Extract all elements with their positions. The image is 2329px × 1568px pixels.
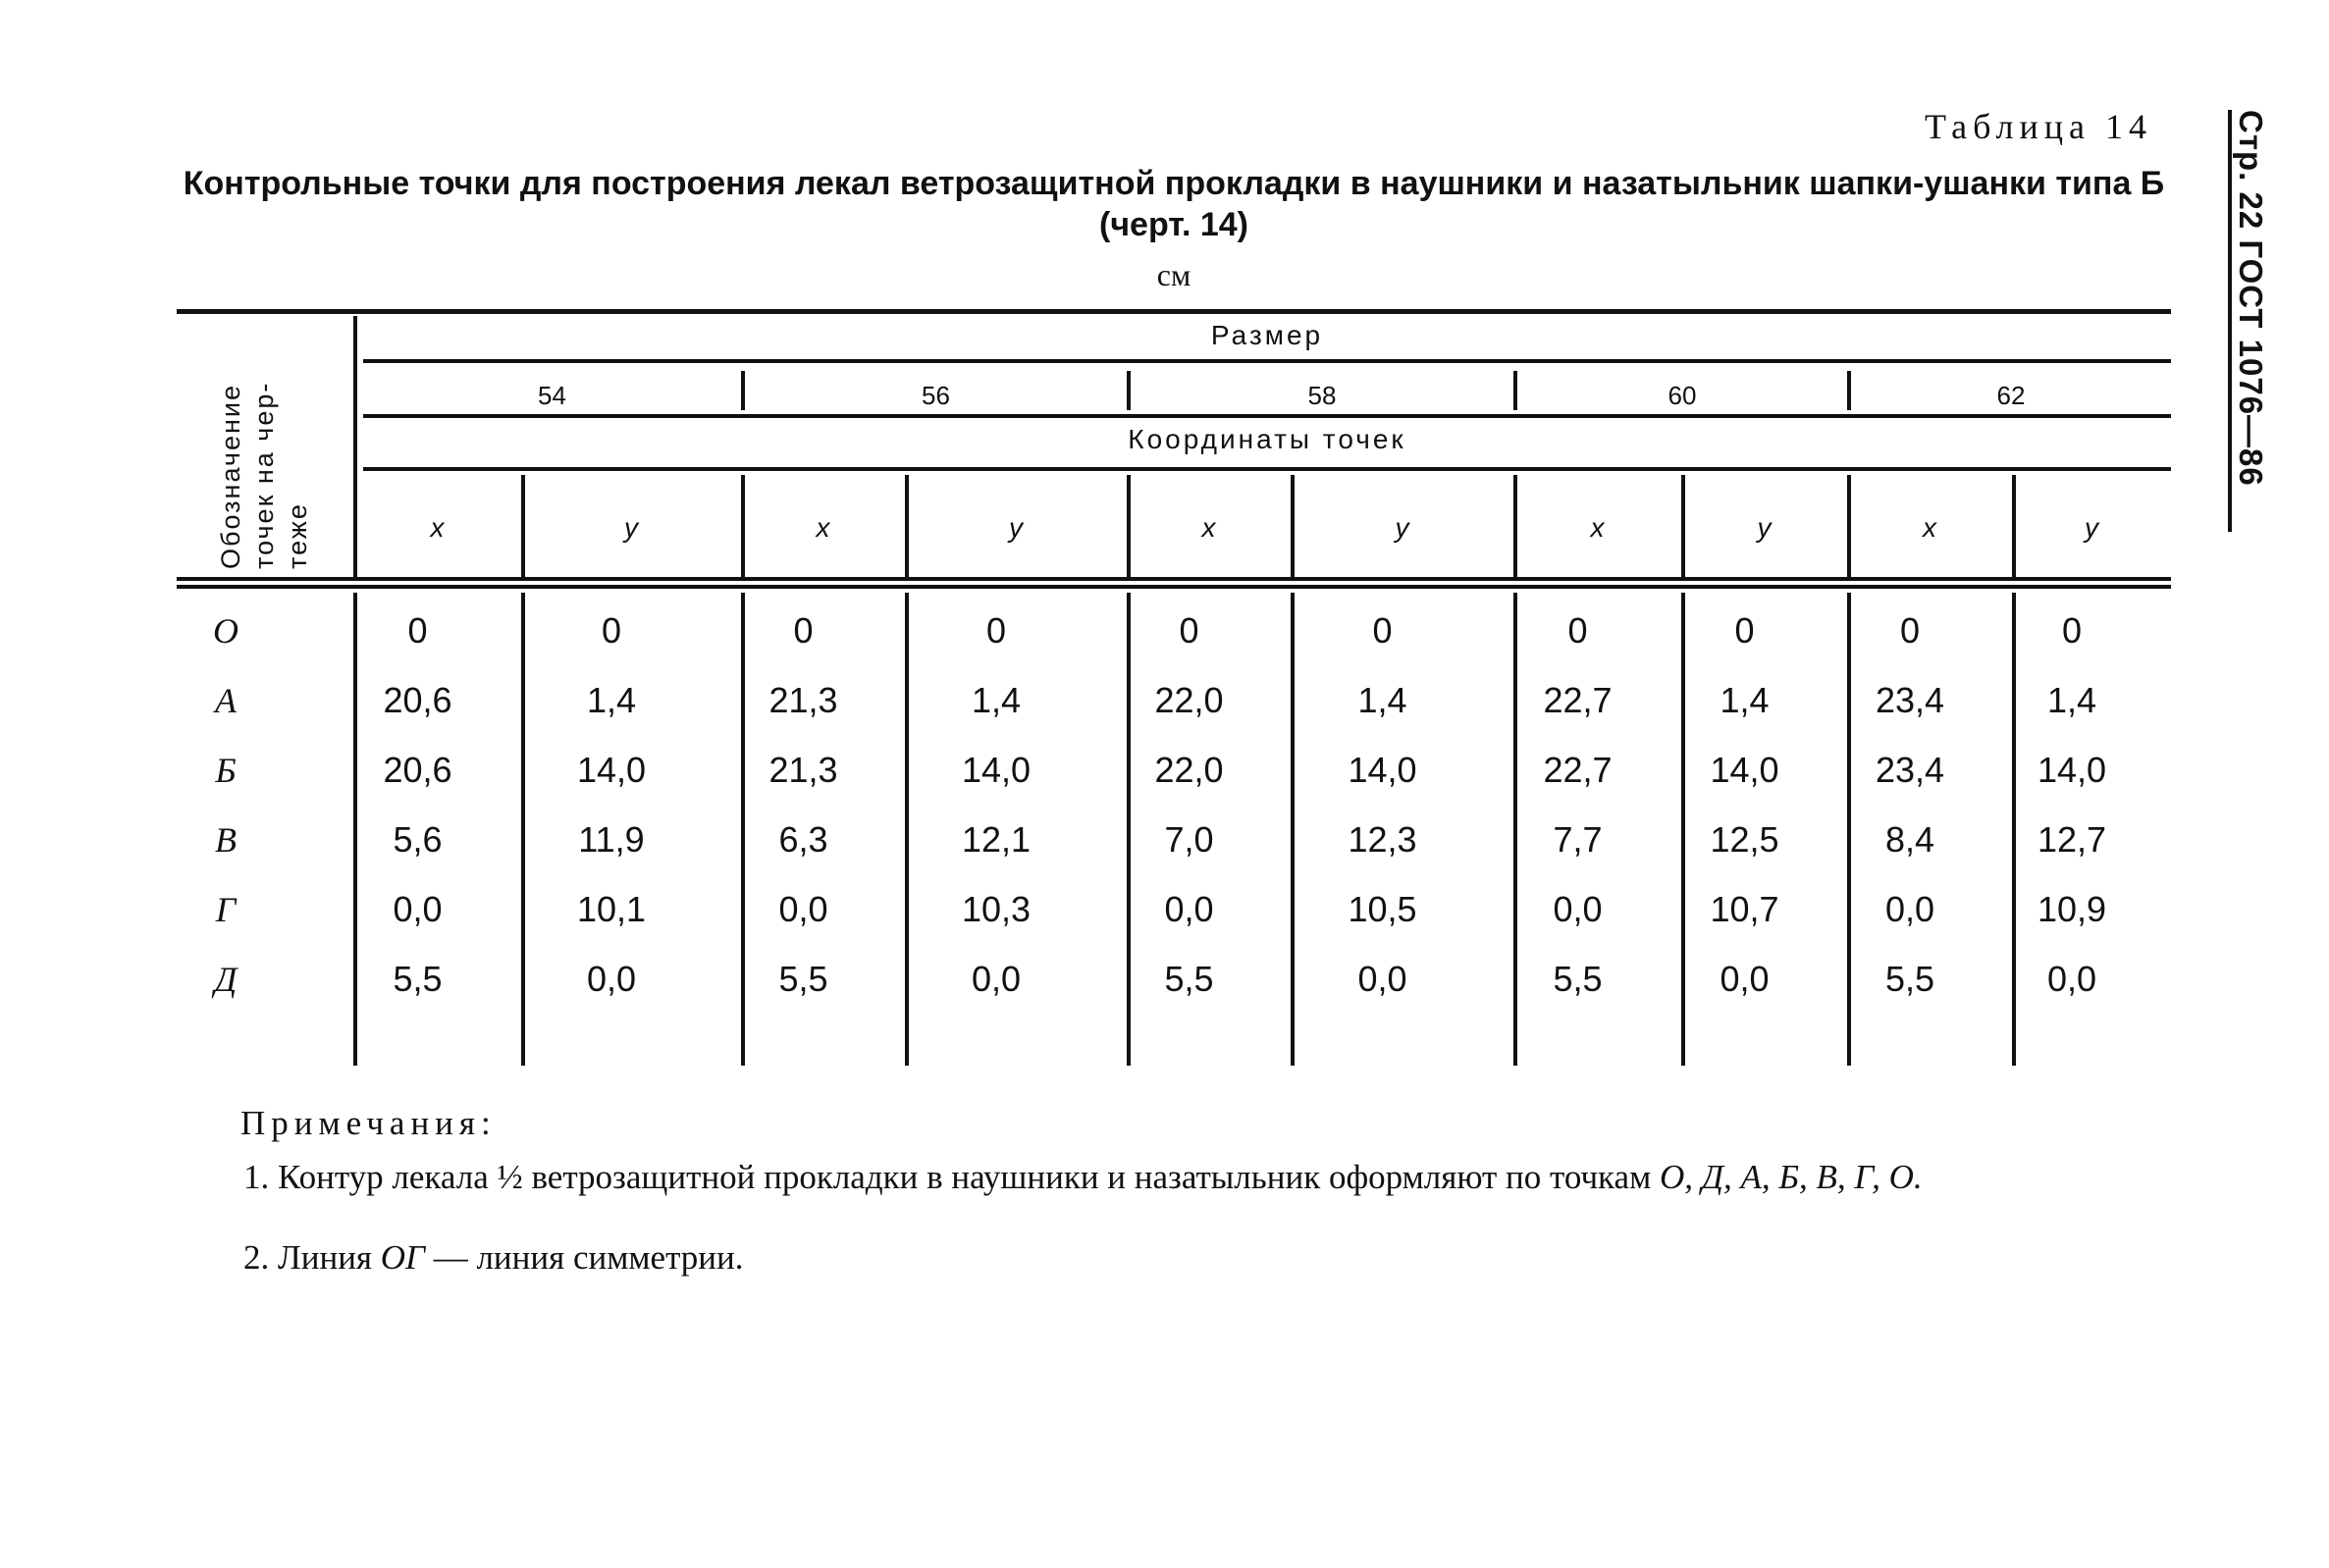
table-cell: 23,4 xyxy=(1875,680,1945,720)
row-label-header: Обозначение точек на чер-теже xyxy=(216,381,312,569)
axis-x: x xyxy=(430,512,445,543)
table-cell: 0,0 xyxy=(2046,959,2097,999)
note-2 xyxy=(177,1238,2171,1278)
point-label: В xyxy=(215,820,237,860)
table-cell: 23,4 xyxy=(1875,750,1945,790)
note-1-text: 1. Контур лекала ½ ветрозащитной прокладки в наушники и назатыльник оформляют по точкам xyxy=(243,1158,1660,1196)
size-title-rule xyxy=(363,359,2171,363)
table-cell: 1,4 xyxy=(586,680,637,720)
table-cell: 14,0 xyxy=(576,750,647,790)
axis-x: x xyxy=(1201,512,1216,543)
table-cell: 1,4 xyxy=(2046,680,2097,720)
axis-x: x xyxy=(1923,512,1936,543)
table-cell: 0,0 xyxy=(1164,889,1214,929)
table-cell: 0 xyxy=(1734,610,1755,651)
table-cell: 10,7 xyxy=(1710,889,1779,929)
table-caption-drawing-ref: (черт. 14) xyxy=(1099,206,1248,243)
note-1 xyxy=(177,1156,2171,1199)
table-cell: 0 xyxy=(1567,610,1588,651)
axis-y: y xyxy=(1009,512,1023,543)
table-cell: 11,9 xyxy=(578,819,645,860)
table-cell: 0,0 xyxy=(778,889,828,929)
table-cell: 0 xyxy=(985,610,1007,651)
table-cell: 0 xyxy=(1179,610,1199,651)
table-cell: 0 xyxy=(793,610,814,651)
table-cell: 20,6 xyxy=(383,750,452,790)
point-label: А xyxy=(215,681,237,720)
axis-x: x xyxy=(1590,512,1605,543)
table-cell: 12,3 xyxy=(1348,819,1417,860)
table-cell: 12,7 xyxy=(2037,819,2107,860)
size-title: Размер xyxy=(1210,320,1324,350)
point-label: Д xyxy=(214,960,238,999)
table-cell: 5,5 xyxy=(1884,959,1935,999)
notes-title: Примечания: xyxy=(240,1104,497,1142)
table-cell: 10,5 xyxy=(1348,889,1417,929)
table-cell: 22,0 xyxy=(1154,680,1224,720)
note-1-points: О, Д, А, Б, В, Г, О. xyxy=(1659,1158,1923,1196)
point-label: Г xyxy=(215,890,237,929)
sizes-rule xyxy=(363,414,2171,418)
table-cell: 0 xyxy=(2061,610,2083,651)
table-cell: 0,0 xyxy=(971,959,1022,999)
axis-y: y xyxy=(1757,512,1772,543)
table-cell: 0 xyxy=(407,610,428,651)
table-unit: см xyxy=(1156,257,1191,292)
table-cell: 14,0 xyxy=(1710,750,1779,790)
table-cell: 10,1 xyxy=(576,889,647,929)
table-cell: 22,7 xyxy=(1543,750,1613,790)
axis-y: y xyxy=(2085,512,2098,543)
table-cell: 5,5 xyxy=(1164,959,1214,999)
axis-x: x xyxy=(816,512,830,543)
coords-title-rule xyxy=(363,467,2171,471)
table-cell: 5,5 xyxy=(778,959,828,999)
table-cell: 0,0 xyxy=(1553,889,1603,929)
table-cell: 14,0 xyxy=(1348,750,1417,790)
size-54: 54 xyxy=(538,381,566,410)
size-58: 58 xyxy=(1307,381,1337,410)
table-cell: 1,4 xyxy=(1720,680,1770,720)
table-cell: 12,5 xyxy=(1710,819,1779,860)
table-cell: 22,0 xyxy=(1154,750,1224,790)
table-cell: 5,5 xyxy=(1553,959,1603,999)
size-60: 60 xyxy=(1667,381,1697,410)
table-cell: 0,0 xyxy=(393,889,443,929)
table-cell: 0,0 xyxy=(1720,959,1770,999)
table-cell: 0,0 xyxy=(586,959,637,999)
size-56: 56 xyxy=(922,381,950,410)
table-cell: 21,3 xyxy=(768,680,838,720)
table-cell: 0 xyxy=(1372,610,1393,651)
note-2-suffix: — линия симметрии. xyxy=(424,1238,744,1277)
header-bottom-rule-2 xyxy=(177,585,2171,589)
table-caption: Контрольные точки для построения лекал ветрозащитной прокладки в наушники и назатыльник шапки-ушанки типа Б xyxy=(183,165,2165,202)
table-top-rule xyxy=(177,309,2171,314)
coords-title: Координаты точек xyxy=(1128,424,1406,454)
table-cell: 5,6 xyxy=(393,819,443,860)
table-cell: 6,3 xyxy=(778,819,828,860)
axis-y: y xyxy=(624,512,638,543)
table-cell: 7,7 xyxy=(1553,819,1603,860)
table-cell: 8,4 xyxy=(1884,819,1935,860)
table-cell: 0 xyxy=(1899,610,1921,651)
table-cell: 10,9 xyxy=(2037,889,2107,929)
running-header-text: Стр. 22 ГОСТ 1076—86 xyxy=(2233,110,2269,487)
table-cell: 1,4 xyxy=(1357,680,1407,720)
table-cell: 5,5 xyxy=(393,959,443,999)
header-bottom-rule-1 xyxy=(177,577,2171,581)
table-cell: 14,0 xyxy=(2037,750,2107,790)
table-cell: 12,1 xyxy=(961,819,1032,860)
table-cell: 7,0 xyxy=(1164,819,1214,860)
table-cell: 0 xyxy=(601,610,622,651)
size-62: 62 xyxy=(1996,381,2026,410)
note-2-text: 2. Линия xyxy=(243,1238,381,1277)
table-cell: 0,0 xyxy=(1884,889,1935,929)
note-2-line: ОГ xyxy=(380,1238,425,1277)
axis-y: y xyxy=(1395,512,1409,543)
table-number: Таблица 14 xyxy=(1925,107,2152,146)
table-cell: 20,6 xyxy=(383,680,452,720)
table-cell: 10,3 xyxy=(961,889,1032,929)
point-label: О xyxy=(213,611,238,651)
point-label: Б xyxy=(215,751,237,790)
table-cell: 14,0 xyxy=(961,750,1032,790)
table-cell: 21,3 xyxy=(768,750,838,790)
table-cell: 22,7 xyxy=(1543,680,1613,720)
table-cell: 0,0 xyxy=(1357,959,1407,999)
table-cell: 1,4 xyxy=(971,680,1022,720)
